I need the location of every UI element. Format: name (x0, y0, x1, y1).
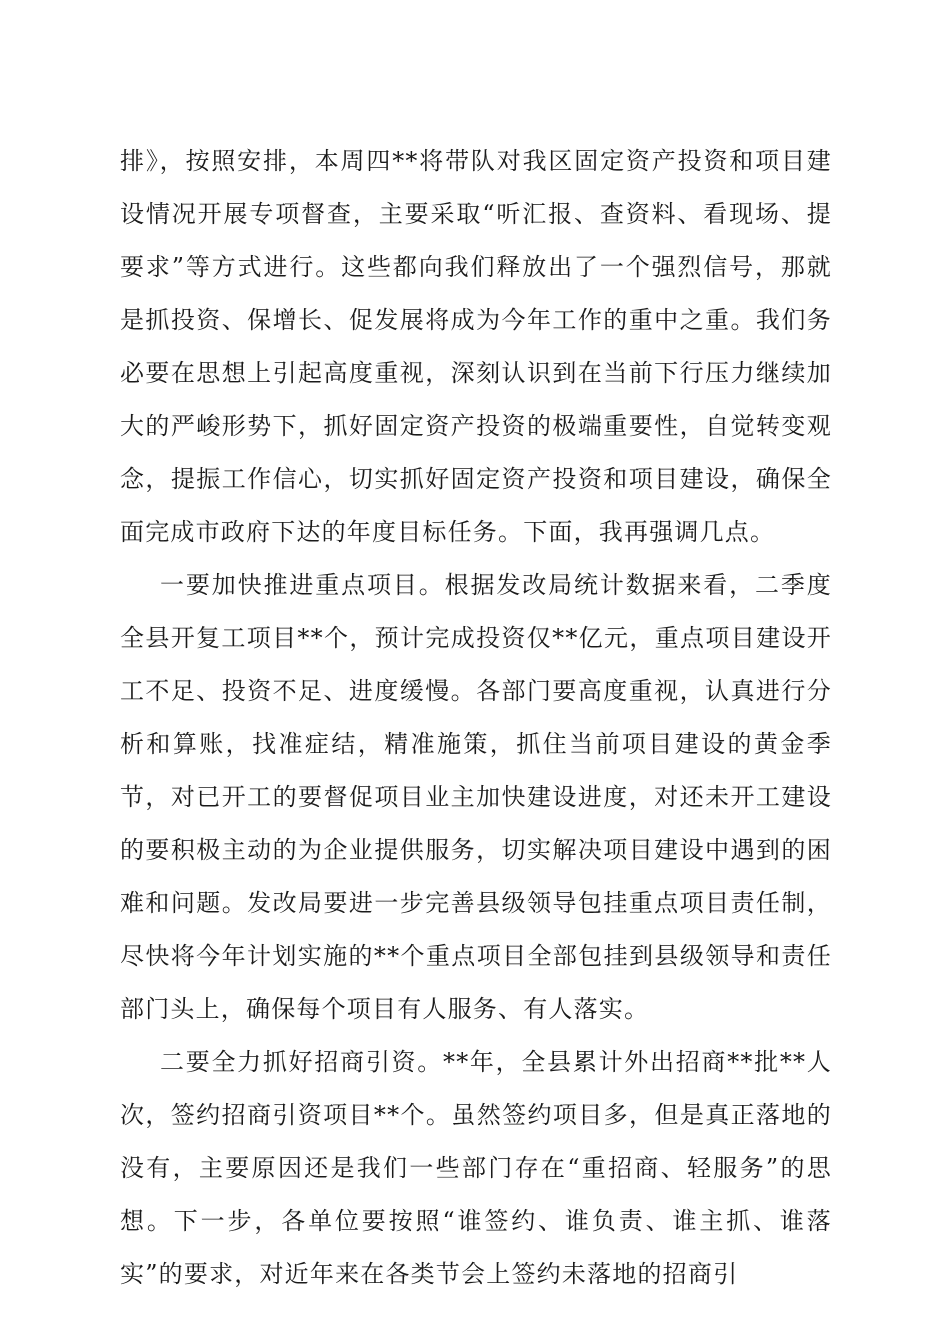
paragraph-point-1: 一要加快推进重点项目。根据发改局统计数据来看，二季度全县开复工项目**个，预计完成投资仅**亿元，重点项目建设开工不足、投资不足、进度缓慢。各部门要高度重视，认真进行分析和算账，找准症结，精准施策，抓住当前项目建设的黄金季节，对已开工的要督促项目业主加快建设进度，对还未开工建设的要积极主动的为企业提供服务，切实解决项目建设中遇到的困难和问题。发改局要进一步完善县级领导包挂重点项目责任制，尽快将今年计划实施的**个重点项目全部包挂到县级领导和责任部门头上，确保每个项目有人服务、有人落实。 (120, 571, 832, 1023)
paragraph-point-2: 二要全力抓好招商引资。**年，全县累计外出招商**批**人次，签约招商引资项目**个。虽然签约项目多，但是真正落地的没有，主要原因还是我们一些部门存在“重招商、轻服务”的思想。下一步，各单位要按照“谁签约、谁负责、谁主抓、谁落实”的要求，对近年来在各类节会上签约未落地的招商引 (120, 1048, 832, 1288)
paragraph-continuation: 排》，按照安排，本周四**将带队对我区固定资产投资和项目建设情况开展专项督查，主要采取“听汇报、查资料、看现场、提要求”等方式进行。这些都向我们释放出了一个强烈信号，那就是抓投资、保增长、促发展将成为今年工作的重中之重。我们务必要在思想上引起高度重视，深刻认识到在当前下行压力继续加大的严峻形势下，抓好固定资产投资的极端重要性，自觉转变观念，提振工作信心，切实抓好固定资产投资和项目建设，确保全面完成市政府下达的年度目标任务。下面，我再强调几点。 (120, 147, 832, 546)
document-body (120, 135, 832, 1301)
